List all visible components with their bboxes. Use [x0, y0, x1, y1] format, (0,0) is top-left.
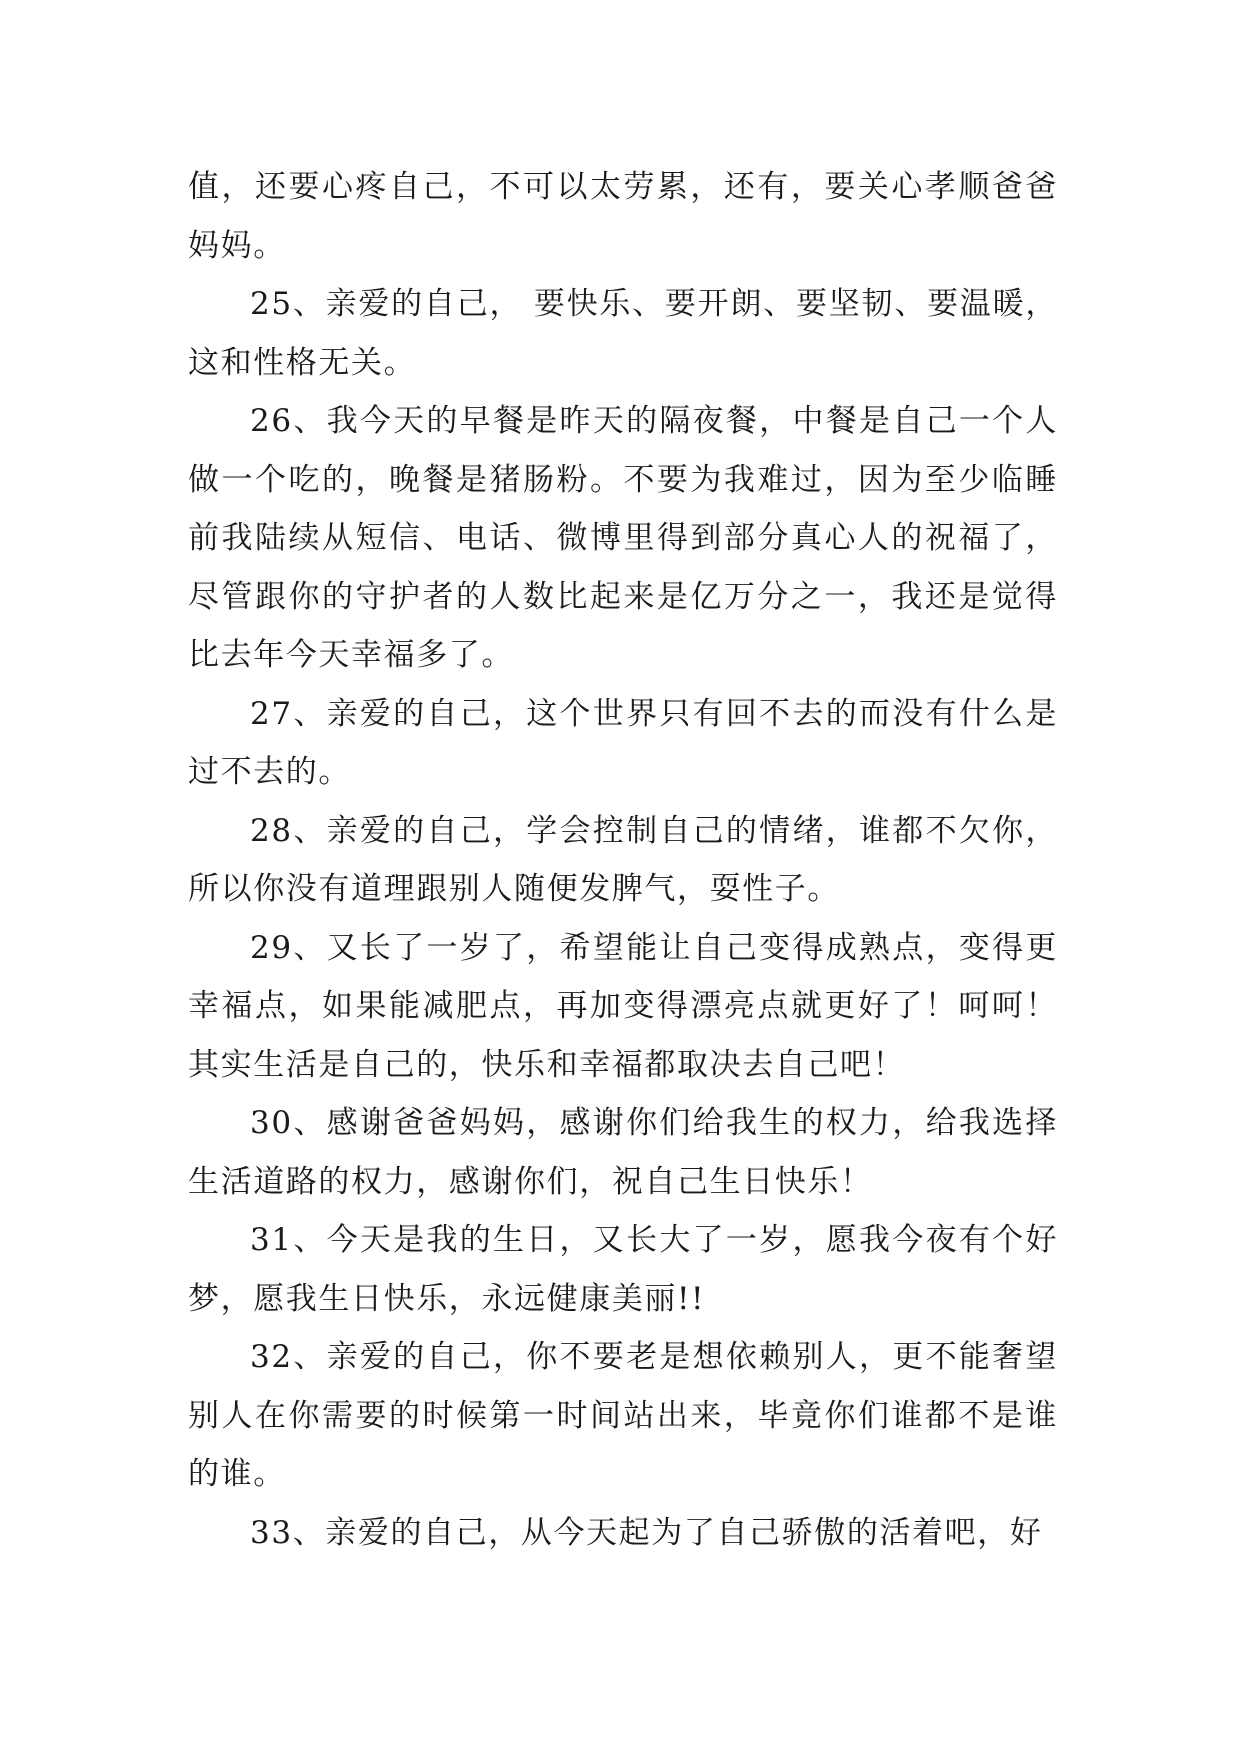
- paragraph-24-continuation: 值，还要心疼自己，不可以太劳累，还有，要关心孝顺爸爸妈妈。: [188, 169, 1058, 264]
- paragraph-28: 28、亲爱的自己，学会控制自己的情绪，谁都不欠你，所以你没有道理跟别人随便发脾气，耍性子。: [188, 812, 1058, 907]
- paragraph-31: 31、今天是我的生日，又长大了一岁，愿我今夜有个好梦，愿我生日快乐，永远健康美丽!!: [188, 1222, 1058, 1317]
- paragraph-26: 26、我今天的早餐是昨天的隔夜餐，中餐是自己一个人做一个吃的，晚餐是猪肠粉。不要为我难过，因为至少临睡前我陆续从短信、电话、微博里得到部分真心人的祝福了，尽管跟你的守护者的人数比起来是亿万分之一，我还是觉得比去年今天幸福多了。: [188, 403, 1058, 673]
- paragraph-25: 25、亲爱的自己， 要快乐、要开朗、要坚韧、要温暖，这和性格无关。: [188, 286, 1058, 381]
- document-body: [188, 158, 1058, 1562]
- paragraph-30: 30、感谢爸爸妈妈，感谢你们给我生的权力，给我选择生活道路的权力，感谢你们，祝自己生日快乐！: [188, 1105, 1058, 1200]
- paragraph-27: 27、亲爱的自己，这个世界只有回不去的而没有什么是过不去的。: [188, 695, 1058, 790]
- paragraph-32: 32、亲爱的自己，你不要老是想依赖别人，更不能奢望别人在你需要的时候第一时间站出来，毕竟你们谁都不是谁的谁。: [188, 1339, 1058, 1492]
- paragraph-33: 33、亲爱的自己，从今天起为了自己骄傲的活着吧，好: [250, 1514, 1043, 1551]
- paragraph-29: 29、又长了一岁了，希望能让自己变得成熟点，变得更幸福点，如果能减肥点，再加变得漂亮点就更好了！呵呵！其实生活是自己的，快乐和幸福都取决去自己吧！: [188, 929, 1058, 1083]
